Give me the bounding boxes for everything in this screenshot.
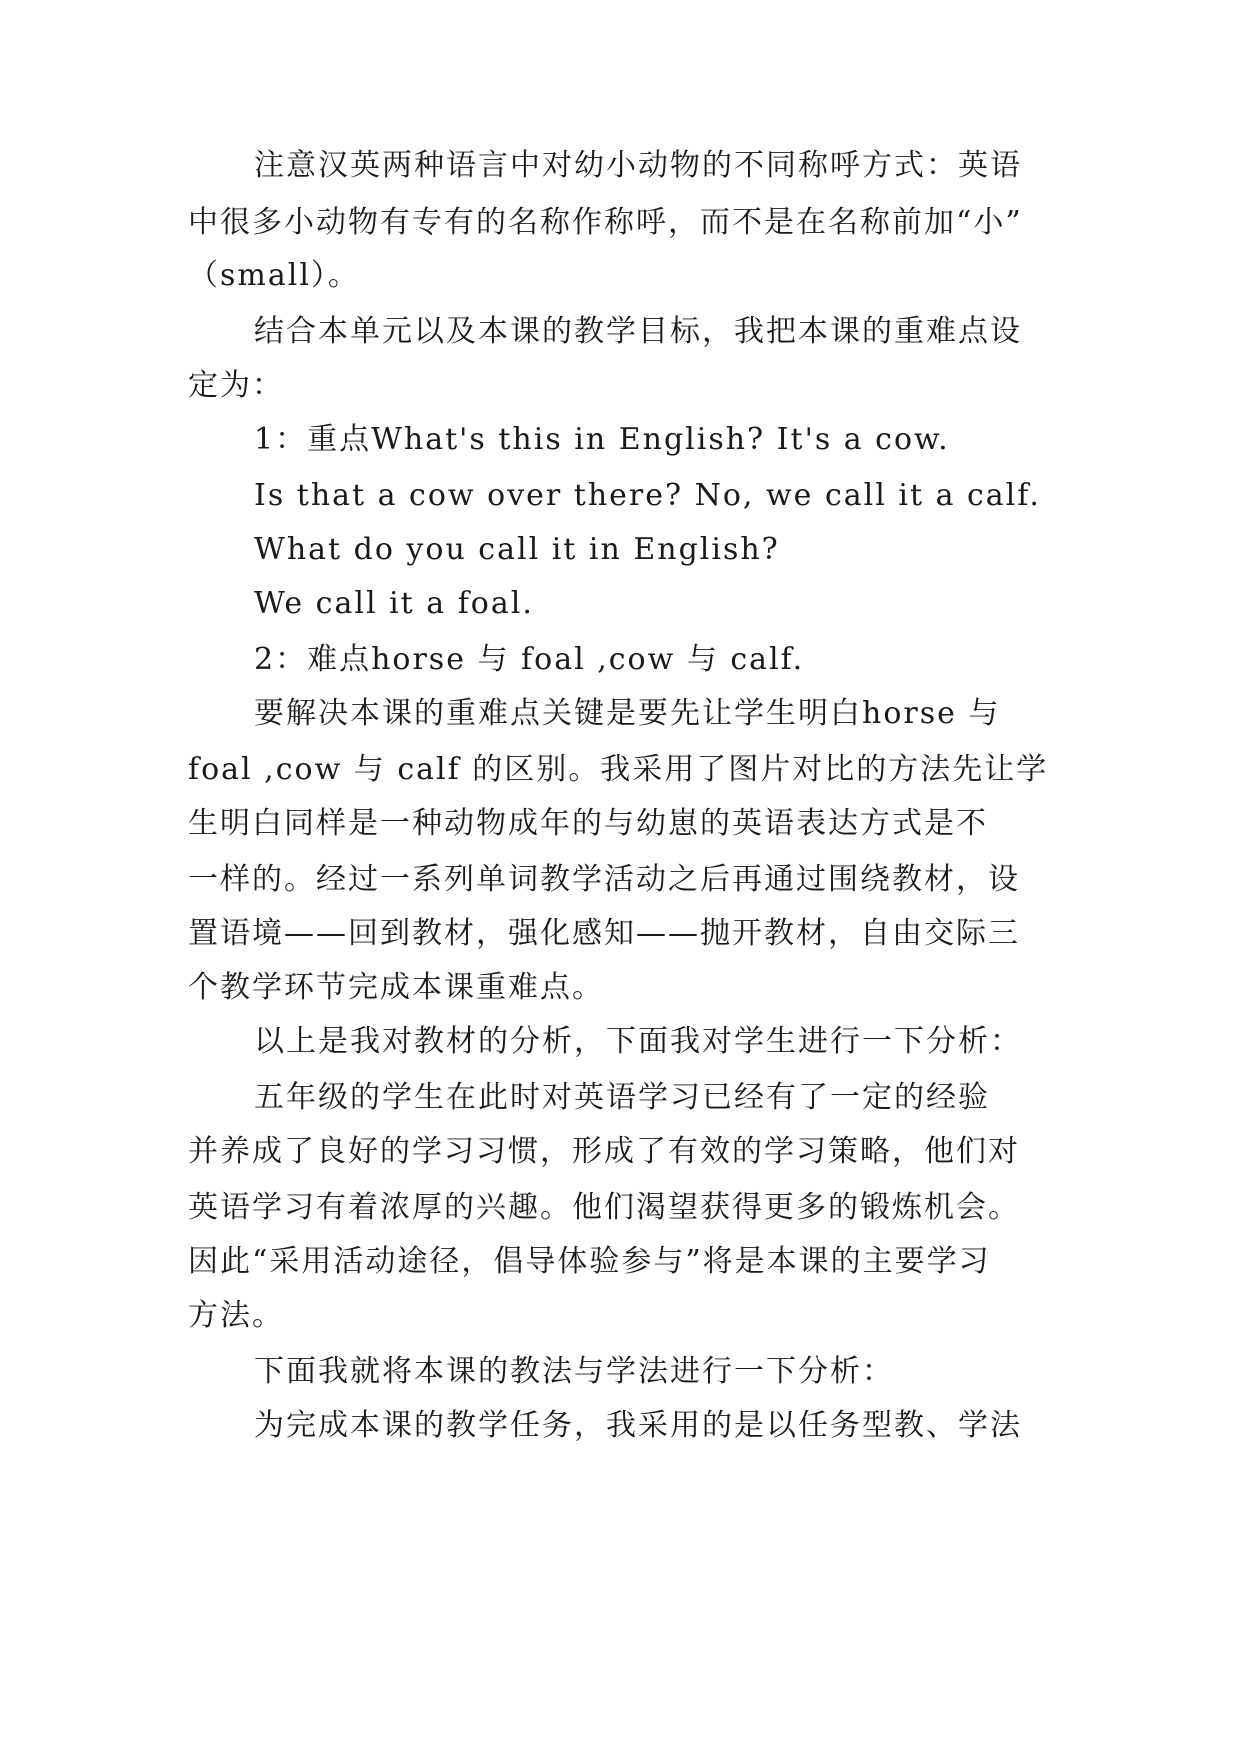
text-line-12: foal ,cow 与 calf 的区别。我采用了图片对比的方法先让学: [188, 752, 1049, 787]
text-line-6: 1：重点What's this in English? It's a cow.: [254, 422, 950, 457]
text-line-18: 五年级的学生在此时对英语学习已经有了一定的经验: [254, 1080, 990, 1115]
text-line-17: 以上是我对教材的分析，下面我对学生进行一下分析：: [254, 1024, 1022, 1059]
text-line-23: 下面我就将本课的教法与学法进行一下分析：: [254, 1354, 894, 1389]
text-line-10: 2：难点horse 与 foal ,cow 与 calf.: [254, 642, 805, 677]
text-line-24: 为完成本课的教学任务，我采用的是以任务型教、学法: [254, 1408, 1022, 1443]
text-line-8: What do you call it in English?: [254, 532, 780, 567]
text-line-19: 并养成了良好的学习习惯，形成了有效的学习策略，他们对: [188, 1134, 1020, 1169]
text-line-15: 置语境——回到教材，强化感知——抛开教材，自由交际三: [188, 916, 1020, 951]
text-line-11: 要解决本课的重难点关键是要先让学生明白horse 与: [254, 696, 1001, 731]
text-line-3: （small）。: [188, 258, 360, 293]
text-line-5: 定为：: [188, 368, 284, 403]
text-line-9: We call it a foal.: [254, 586, 534, 621]
text-line-4: 结合本单元以及本课的教学目标，我把本课的重难点设: [254, 314, 1022, 349]
text-line-16: 个教学环节完成本课重难点。: [188, 970, 604, 1005]
text-line-20: 英语学习有着浓厚的兴趣。他们渴望获得更多的锻炼机会。: [188, 1190, 1020, 1225]
text-line-7: Is that a cow over there? No, we call it a calf.: [254, 478, 1041, 513]
text-line-1: 注意汉英两种语言中对幼小动物的不同称呼方式：英语: [254, 148, 1022, 183]
text-line-22: 方法。: [188, 1298, 284, 1333]
text-line-13: 生明白同样是一种动物成年的与幼崽的英语表达方式是不: [188, 806, 988, 841]
text-line-14: 一样的。经过一系列单词教学活动之后再通过围绕教材，设: [188, 862, 1020, 897]
text-line-21: 因此“采用活动途径，倡导体验参与”将是本课的主要学习: [188, 1244, 991, 1279]
text-line-2: 中很多小动物有专有的名称作称呼，而不是在名称前加“小”: [188, 205, 1023, 240]
